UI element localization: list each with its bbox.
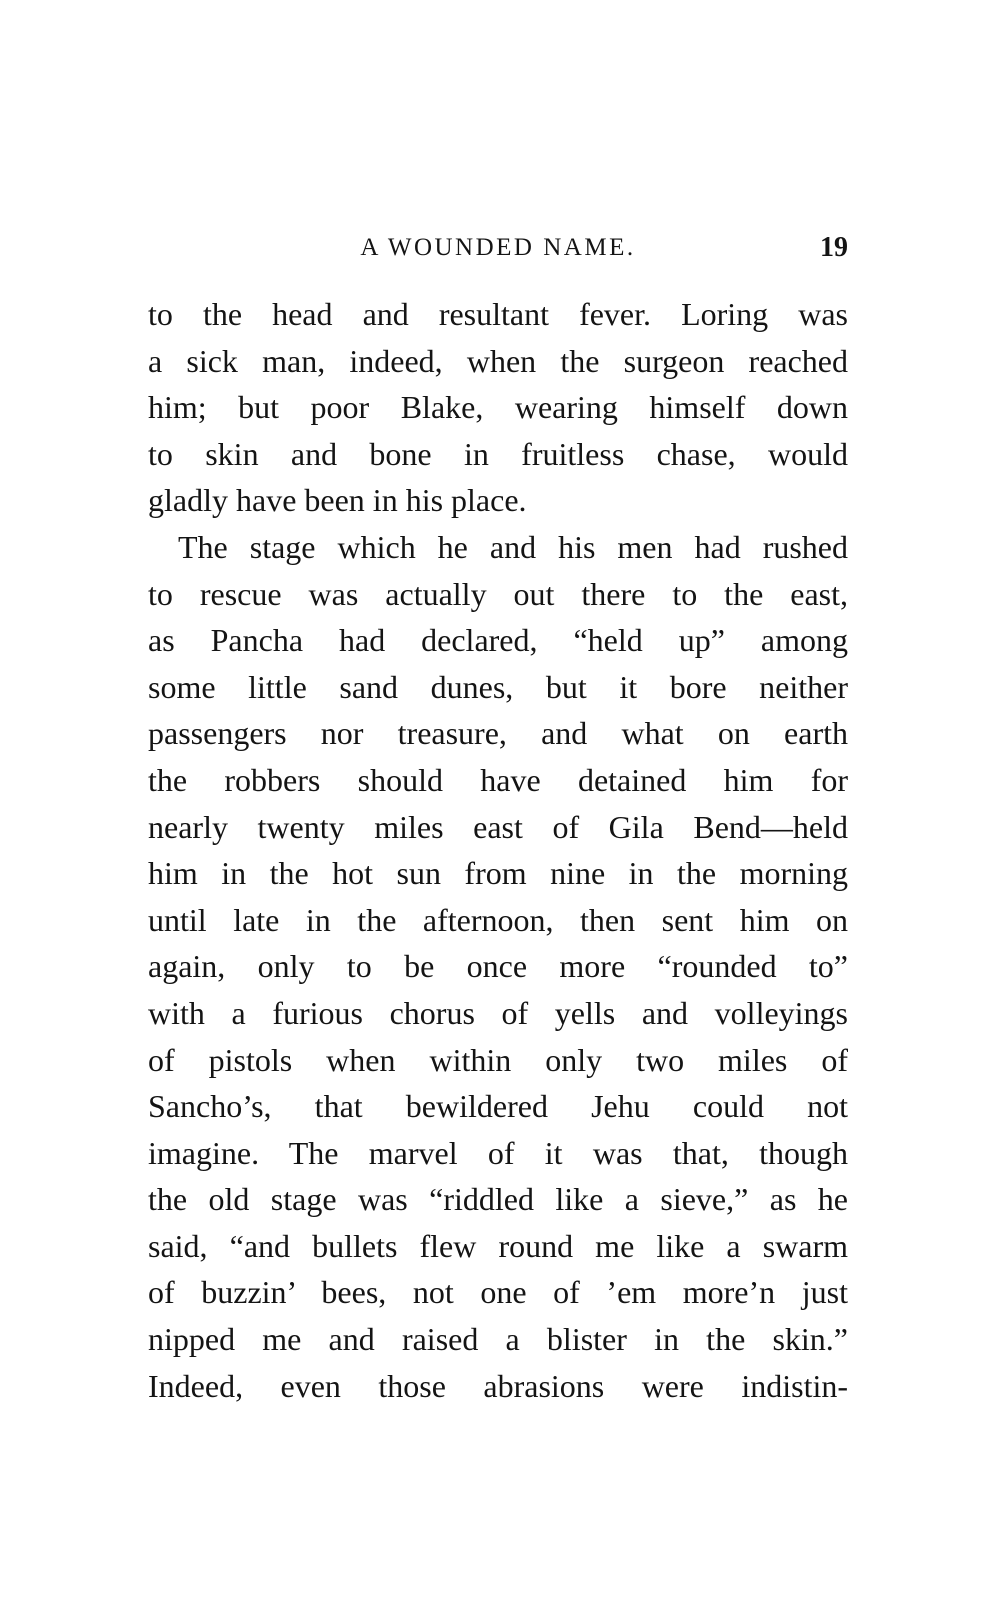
text-line: said, “and bullets flew round me like a swarm: [148, 1227, 848, 1264]
text-line: to rescue was actually out there to the east,: [148, 575, 848, 612]
running-head: [148, 228, 848, 268]
text-line: to skin and bone in fruitless chase, would: [148, 435, 848, 472]
text-line: some little sand dunes, but it bore neither: [148, 668, 848, 705]
text-line: passengers nor treasure, and what on earth: [148, 715, 848, 752]
text-line: to the head and resultant fever. Loring was: [148, 296, 848, 332]
text-line: of pistols when within only two miles of: [148, 1041, 848, 1078]
text-line: nearly twenty miles east of Gila Bend—held: [148, 808, 848, 845]
body-text: [148, 291, 848, 1409]
paragraph-first-line: The stage which he and his men had rushed: [178, 528, 848, 565]
text-line: of buzzin’ bees, not one of ’em more’n just: [148, 1274, 848, 1311]
text-line: the old stage was “riddled like a sieve,” as he: [148, 1181, 848, 1218]
text-line: gladly have been in his place.: [148, 482, 527, 519]
text-line: nipped me and raised a blister in the skin.”: [148, 1321, 848, 1358]
text-line: as Pancha had declared, “held up” among: [148, 622, 848, 659]
text-line: imagine. The marvel of it was that, though: [148, 1134, 848, 1171]
text-line: Indeed, even those abrasions were indistin-: [148, 1367, 848, 1404]
text-line: a sick man, indeed, when the surgeon reached: [148, 342, 848, 379]
text-line: again, only to be once more “rounded to”: [148, 948, 848, 985]
running-title: A WOUNDED NAME.: [360, 234, 636, 261]
text-line: him in the hot sun from nine in the morning: [148, 855, 848, 892]
text-line: with a furious chorus of yells and volleyings: [148, 994, 848, 1031]
page-number: 19: [820, 232, 848, 263]
text-line: the robbers should have detained him for: [148, 761, 848, 798]
text-line: Sancho’s, that bewildered Jehu could not: [148, 1088, 848, 1125]
text-line: him; but poor Blake, wearing himself down: [148, 389, 848, 426]
text-line: until late in the afternoon, then sent him on: [148, 901, 848, 938]
